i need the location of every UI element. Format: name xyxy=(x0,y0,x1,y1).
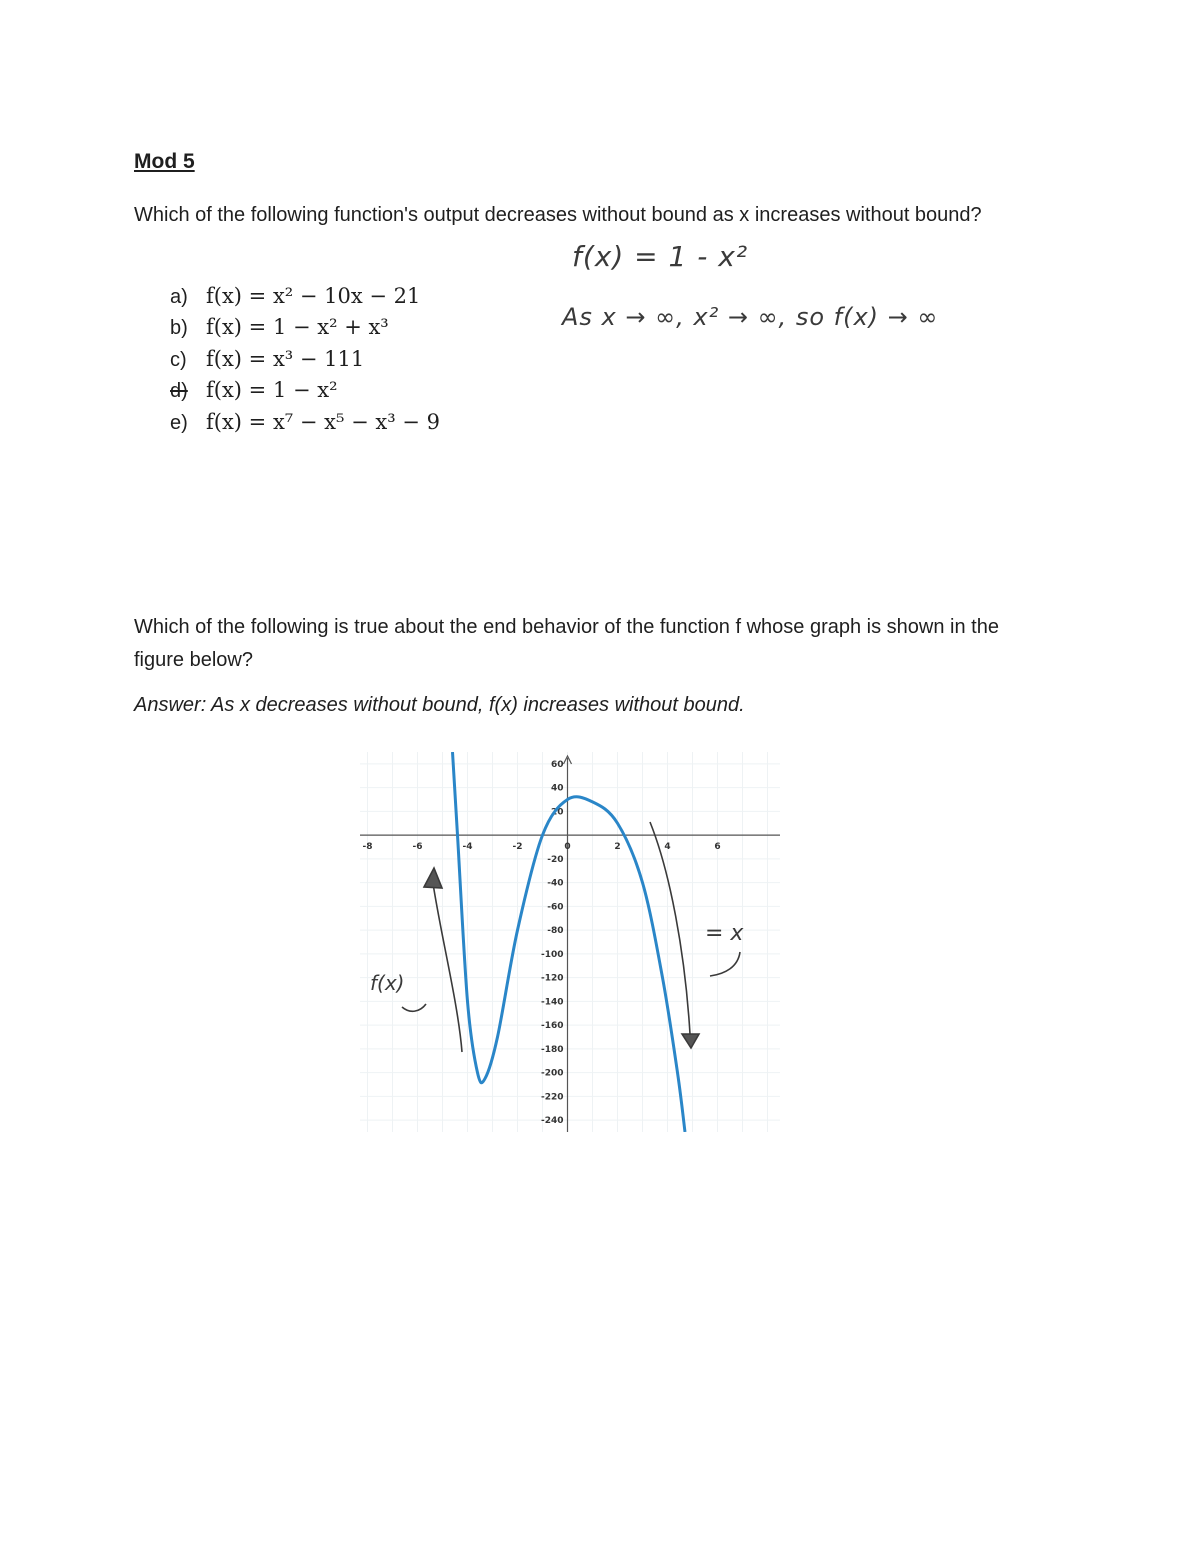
y-tick-label: -100 xyxy=(540,949,564,960)
option-c[interactable] xyxy=(170,347,364,372)
handwritten-x-label: = x xyxy=(705,921,744,946)
y-tick-label: -60 xyxy=(547,902,564,913)
option-expr: f(x) = x² − 10x − 21 xyxy=(206,284,421,308)
x-tick-label: -8 xyxy=(362,842,373,853)
answer-text: Answer: As x decreases without bound, f(x) increases without bound. xyxy=(134,694,745,716)
question-1-text: Which of the following function's output decreases without bound as x increases without bound? xyxy=(134,204,982,226)
handwritten-annotations xyxy=(402,822,740,1052)
tick-labels xyxy=(363,760,721,1126)
y-tick-label: -20 xyxy=(547,854,564,865)
option-e[interactable] xyxy=(170,410,440,435)
option-b[interactable] xyxy=(170,315,389,340)
polynomial-graph xyxy=(360,752,780,1132)
y-tick-label: -40 xyxy=(547,878,564,889)
y-tick-label: -240 xyxy=(540,1116,564,1127)
function-curve xyxy=(453,752,686,1132)
y-tick-label: 40 xyxy=(550,783,564,794)
y-tick-label: -200 xyxy=(540,1068,564,1079)
option-a[interactable] xyxy=(170,284,420,309)
x-curl xyxy=(710,952,740,976)
right-arrow-head xyxy=(682,1034,699,1048)
origin-label: 0 xyxy=(564,842,571,853)
heading: Mod 5 xyxy=(134,150,195,173)
option-expr: f(x) = x⁷ − x⁵ − x³ − 9 xyxy=(206,410,440,434)
option-d[interactable] xyxy=(170,378,338,403)
handwritten-function: f(x) = 1 - x² xyxy=(572,240,749,273)
handwritten-reasoning: As x → ∞, x² → ∞, so f(x) → ∞ xyxy=(562,303,939,331)
x-tick-label: 2 xyxy=(614,842,621,853)
x-tick-label: 4 xyxy=(664,842,671,853)
left-arrow-line xyxy=(432,877,462,1052)
y-tick-label: -140 xyxy=(540,997,564,1008)
option-label: a) xyxy=(170,286,188,308)
handwritten-fx-label: f(x) xyxy=(370,971,405,995)
right-arrow-line xyxy=(650,822,690,1034)
fx-curl xyxy=(402,1004,426,1011)
x-tick-label: -4 xyxy=(462,842,473,853)
option-label: d) xyxy=(170,380,188,402)
option-expr: f(x) = 1 − x² + x³ xyxy=(206,315,389,339)
option-expr: f(x) = x³ − 111 xyxy=(206,347,365,371)
y-tick-label: 60 xyxy=(550,759,564,770)
y-tick-label: -220 xyxy=(540,1092,564,1103)
question-2-text: Which of the following is true about the end behavior of the function f whose graph is shown in the figure below? xyxy=(134,616,999,671)
y-tick-label: -120 xyxy=(540,973,564,984)
y-tick-label: 20 xyxy=(550,807,564,818)
y-tick-label: -160 xyxy=(540,1021,564,1032)
x-tick-label: 6 xyxy=(714,842,721,853)
y-tick-label: -80 xyxy=(547,926,564,937)
x-tick-label: -6 xyxy=(412,842,423,853)
option-label: c) xyxy=(170,349,187,371)
y-tick-label: -180 xyxy=(540,1044,564,1055)
option-label: e) xyxy=(170,412,188,434)
option-label: b) xyxy=(170,317,188,339)
left-arrow-head xyxy=(424,868,442,888)
x-tick-label: -2 xyxy=(512,842,523,853)
option-expr: f(x) = 1 − x² xyxy=(206,378,338,402)
